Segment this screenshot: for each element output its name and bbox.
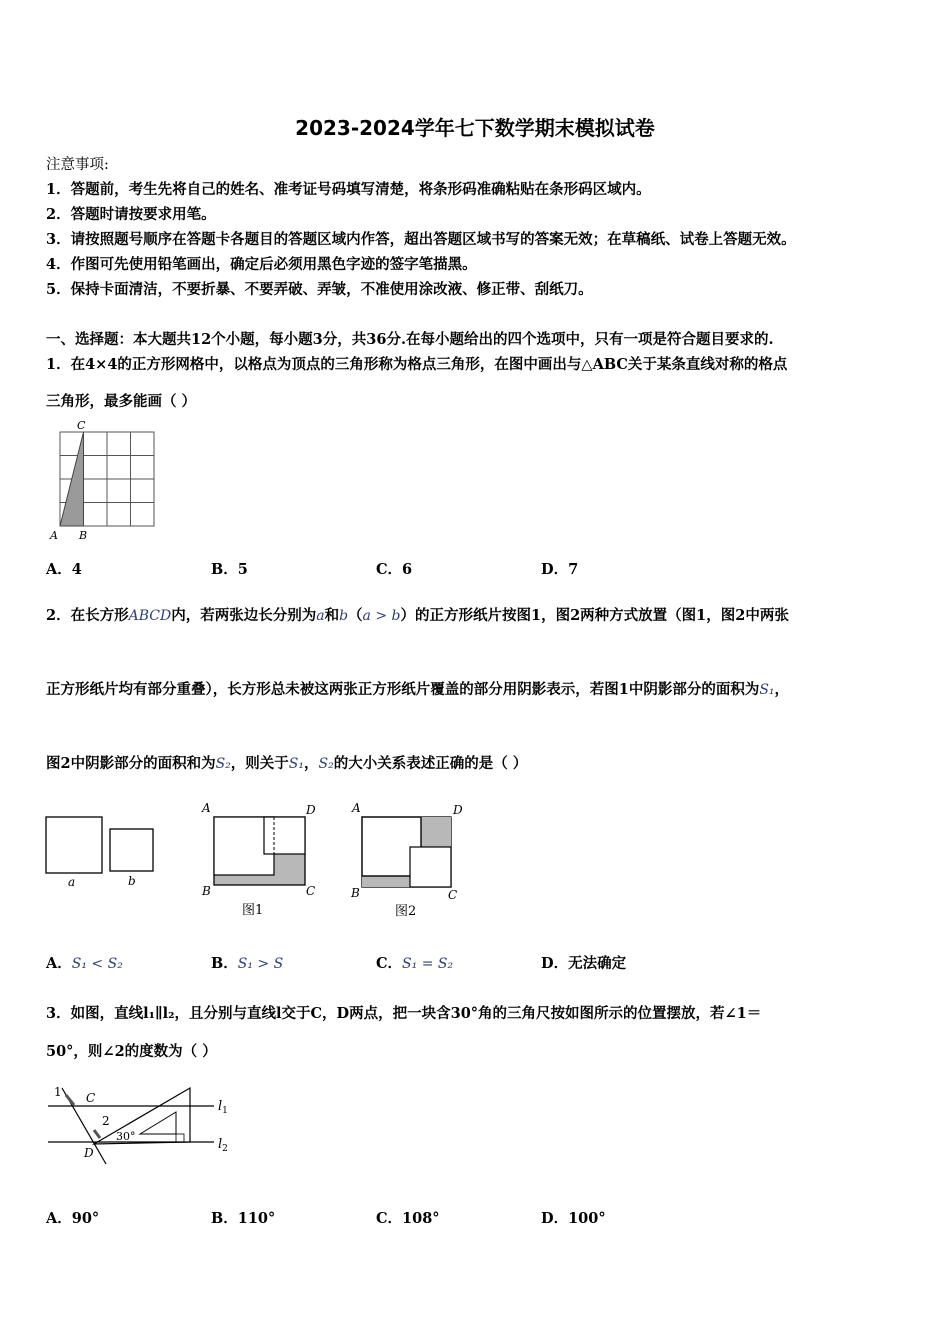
label-a-vertex: A (352, 801, 361, 815)
q2-option-b[interactable] (211, 952, 283, 973)
figure-1 (201, 801, 316, 918)
note-item: 2．答题时请按要求用笔。 (46, 206, 216, 223)
q1-grid-figure (46, 418, 161, 544)
label-a: a (68, 875, 76, 889)
q1-option-a[interactable]: A．4 (46, 561, 82, 578)
label-d-vertex: D (453, 803, 463, 817)
q2-text: （ (348, 607, 363, 624)
q3-option-d[interactable]: D．100° (541, 1210, 606, 1227)
q2-text-line2 (46, 678, 789, 699)
figure-1-caption: 图1 (242, 903, 264, 918)
q2-option-d[interactable] (541, 952, 626, 973)
note-item: 4．作图可先使用铅笔画出，确定后必须用黑色字迹的签字笔描黑。 (46, 256, 477, 273)
q2-option-c[interactable] (376, 952, 453, 973)
math-s2: S₂ (318, 756, 334, 772)
angle-2-label: 2 (102, 1114, 110, 1128)
math-abcd: ABCD (128, 608, 172, 624)
q3-option-b[interactable]: B．110° (211, 1210, 276, 1227)
note-item: 1．答题前，考生先将自己的姓名、准考证号码填写清楚，将条形码准确粘贴在条形码区域内。 (46, 181, 651, 198)
label-b-vertex: B (351, 886, 360, 900)
q2-text: 和 (324, 607, 340, 624)
q1-text-line1: 1．在4×4的正方形网格中，以格点为顶点的三角形称为格点三角形，在图中画出与△ABC关于某条直线对称的格点 (46, 356, 788, 373)
math-a: a (316, 608, 325, 624)
shaded-region (421, 817, 451, 847)
q2-figures (40, 796, 480, 924)
set-square-inner (140, 1112, 176, 1134)
math-s2: S₂ (215, 756, 231, 772)
option-math: S₁ < S₂ (71, 956, 123, 972)
label-c-vertex: C (306, 884, 316, 898)
q3-option-a[interactable]: A．90° (46, 1210, 100, 1227)
option-math: S₁ = S₂ (402, 956, 454, 972)
q2-text: 的大小关系表述正确的是（ ） (333, 755, 528, 772)
q3-text-line2: 50°，则∠2的度数为（ ） (46, 1043, 217, 1060)
square-a (46, 817, 102, 873)
q2-text-line3 (46, 752, 527, 773)
math-b: b (339, 608, 349, 624)
q1-option-b[interactable]: B．5 (211, 561, 248, 578)
angle-1-label: 1 (54, 1085, 62, 1099)
math-a-gt-b: a > b (362, 608, 401, 624)
q2-text: 内，若两张边长分别为 (171, 607, 317, 624)
option-label: A． (46, 955, 72, 972)
shaded-region (362, 876, 410, 887)
q1-option-c[interactable]: C．6 (376, 561, 413, 578)
q1-text-line2: 三角形，最多能画（ ） (46, 393, 197, 410)
point-c-label: C (86, 1091, 96, 1105)
q2-text: 正方形纸片均有部分重叠），长方形总未被这两张正方形纸片覆盖的部分用阴影表示，若图1中阴影部分的面积为 (46, 681, 760, 698)
q2-text-line1 (46, 604, 789, 625)
line-l2-label: $l_2$ (218, 1137, 228, 1154)
page-title: 2023-2024学年七下数学期末模拟试卷 (295, 116, 655, 140)
q2-text: ， (304, 755, 319, 772)
q2-text: ，则关于 (230, 755, 289, 772)
q2-option-a[interactable] (46, 952, 123, 973)
option-label: C． (376, 955, 403, 972)
angle-2-mark (94, 1130, 100, 1138)
figure-2-caption: 图2 (395, 904, 417, 919)
math-s1: S₁ (288, 756, 304, 772)
q3-text-line1: 3．如图，直线l₁∥l₂，且分别与直线l交于C，D两点，把一块含30°角的三角尺按如图所示的位置摆放，若∠1＝ (46, 1005, 762, 1022)
q2-text: 图2中阴影部分的面积和为 (46, 755, 216, 772)
label-a: A (50, 529, 58, 542)
square-b (110, 829, 153, 871)
line-l1-label: $l_1$ (218, 1099, 228, 1116)
label-b: B (79, 529, 88, 542)
point-d-label: D (84, 1146, 94, 1160)
q3-figure (44, 1072, 244, 1166)
q1-option-d[interactable]: D．7 (541, 561, 579, 578)
label-b-vertex: B (202, 884, 211, 898)
label-c: C (77, 419, 86, 432)
q3-option-c[interactable]: C．108° (376, 1210, 440, 1227)
option-label: D．无法确定 (541, 955, 627, 972)
figure-2 (350, 801, 463, 919)
label-d-vertex: D (306, 803, 316, 817)
q2-text: 2．在长方形 (46, 607, 129, 624)
angle-1-mark (66, 1095, 74, 1105)
q2-text: ）的正方形纸片按图1，图2两种方式放置（图1，图2中两张 (400, 607, 789, 624)
label-b: b (128, 874, 136, 888)
angle-30-label: 30° (116, 1130, 136, 1143)
section-heading: 一、选择题：本大题共12个小题，每小题3分，共36分.在每小题给出的四个选项中，只有一项是符合题目要求的. (46, 331, 774, 348)
q2-text: ， (774, 681, 790, 698)
note-item: 5．保持卡面清洁，不要折暴、不要弄破、弄皱，不准使用涂改液、修正带、刮纸刀。 (46, 281, 593, 298)
notes-heading: 注意事项: (46, 157, 109, 173)
note-item: 3．请按照题号顺序在答题卡各题目的答题区域内作答，超出答题区域书写的答案无效；在草稿纸、试卷上答题无效。 (46, 231, 796, 248)
label-c-vertex: C (448, 888, 458, 902)
option-label: B． (211, 955, 238, 972)
math-s1: S₁ (759, 682, 775, 698)
label-a-vertex: A (202, 801, 211, 815)
option-math: S₁ > S (237, 956, 284, 972)
